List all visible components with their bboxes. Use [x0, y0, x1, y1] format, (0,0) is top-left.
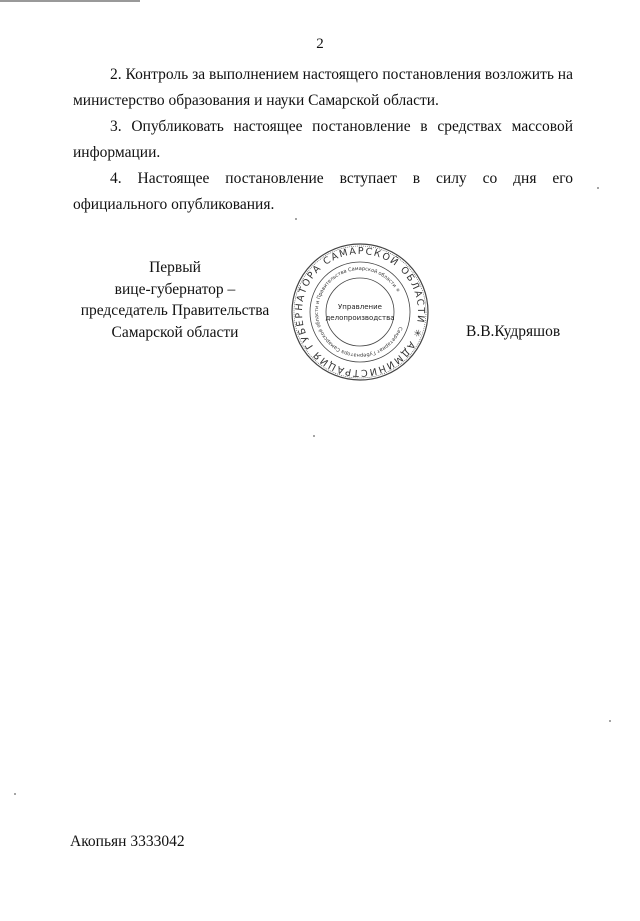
executor-info: Акопьян 3333042: [70, 833, 185, 850]
svg-text:Секретариат Губернатора Самарс: [314, 266, 403, 358]
scan-speck: [14, 793, 16, 795]
position-line: Самарской области: [111, 323, 239, 341]
paragraph-2: 2. Контроль за выполнением настоящего постановления возложить на министерство образования и науки Самарской области.: [73, 66, 573, 109]
scan-speck: [295, 218, 297, 220]
scan-speck: [313, 435, 315, 437]
stamp-center-line: Управление: [338, 303, 382, 311]
scan-speck: [597, 187, 599, 189]
position-line: Первый: [149, 259, 201, 276]
paragraph-3: 3. Опубликовать настоящее постановление в средствах массовой информации.: [73, 118, 573, 161]
signatory-name: В.В.Кудряшов: [466, 323, 561, 340]
stamp-outer-text: АДМИНИСТРАЦИЯ ГУБЕРНАТОРА САМАРСКОЙ ОБЛАСТИ ✳: [293, 245, 427, 379]
scan-edge-line: [0, 0, 140, 2]
document-body: [73, 62, 573, 218]
svg-text:АДМИНИСТРАЦИЯ ГУБЕРНАТОРА САМА: [294, 246, 426, 378]
stamp-inner-text: Секретариат Губернатора Самарской области и Правительства Самарской области ✳: [313, 265, 404, 359]
signatory-position: [72, 257, 278, 343]
paragraph-4: 4. Настоящее постановление вступает в силу со дня его официального опубликования.: [73, 170, 573, 213]
official-stamp: [290, 242, 430, 382]
page-number: 2: [316, 36, 324, 52]
stamp-center-line: делопроизводства: [325, 314, 395, 322]
position-line: вице-губернатор –: [114, 280, 236, 298]
position-line: председатель Правительства: [80, 302, 270, 319]
scan-speck: [609, 720, 611, 722]
